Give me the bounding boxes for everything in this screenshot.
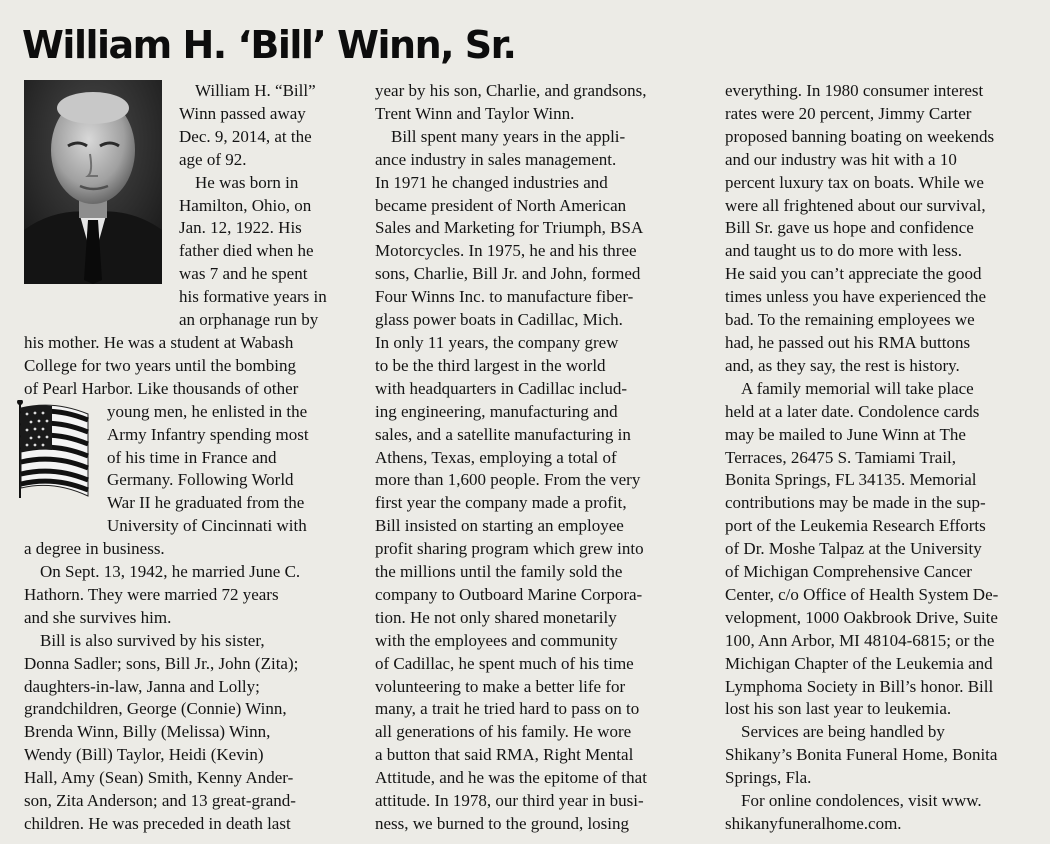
text-line: were all frightened about our survival, bbox=[725, 195, 986, 215]
text-line: ing engineering, manufacturing and bbox=[375, 401, 618, 421]
text-line: contributions may be made in the sup- bbox=[725, 493, 986, 513]
text-line: Jan. 12, 1922. His bbox=[179, 218, 302, 238]
text-line: of Cadillac, he spent much of his time bbox=[375, 653, 634, 673]
text-line: glass power boats in Cadillac, Mich. bbox=[375, 310, 623, 330]
text-line: ness, we burned to the ground, losing bbox=[375, 814, 630, 833]
text-line: Army Infantry spending most bbox=[107, 424, 309, 444]
text-line: volunteering to make a better life for bbox=[375, 676, 626, 696]
obituary-headline: William H. ‘Bill’ Winn, Sr. bbox=[22, 23, 516, 67]
text-line: ance industry in sales management. bbox=[375, 149, 617, 169]
text-line: Hall, Amy (Sean) Smith, Kenny Ander- bbox=[24, 768, 294, 788]
text-line: sales, and a satellite manufacturing in bbox=[375, 424, 631, 444]
text-line: tion. He not only shared monetarily bbox=[375, 607, 617, 627]
text-line: He said you can’t appreciate the good bbox=[725, 264, 982, 284]
text-line: profit sharing program which grew into bbox=[375, 539, 644, 559]
text-line: was 7 and he spent bbox=[179, 264, 308, 284]
text-line: and taught us to do more with less. bbox=[725, 241, 963, 261]
text-line: Hathorn. They were married 72 years bbox=[24, 584, 279, 604]
text-line: In 1971 he changed industries and bbox=[375, 172, 608, 192]
text-line: Terraces, 26475 S. Tamiami Trail, bbox=[725, 447, 957, 467]
text-line: Athens, Texas, employing a total of bbox=[375, 447, 617, 467]
text-line: port of the Leukemia Research Efforts bbox=[725, 516, 986, 536]
text-line: Motorcycles. In 1975, he and his three bbox=[375, 241, 637, 261]
text-line: Winn passed away bbox=[179, 103, 306, 123]
text-line: his mother. He was a student at Wabash bbox=[24, 332, 294, 352]
text-line: had, he passed out his RMA buttons bbox=[725, 332, 971, 352]
text-line: young men, he enlisted in the bbox=[107, 401, 308, 421]
text-line: Donna Sadler; sons, Bill Jr., John (Zita); bbox=[24, 653, 299, 673]
text-line: Germany. Following World bbox=[107, 470, 294, 490]
text-line: lost his son last year to leukemia. bbox=[725, 699, 952, 719]
text-line: to be the third largest in the world bbox=[375, 355, 606, 375]
text-line: of Pearl Harbor. Like thousands of other bbox=[24, 378, 299, 398]
text-line: held at a later date. Condolence cards bbox=[725, 401, 980, 421]
text-line: became president of North American bbox=[375, 195, 627, 215]
text-line: Center, c/o Office of Health System De- bbox=[725, 584, 999, 604]
text-line: more than 1,600 people. From the very bbox=[375, 470, 641, 490]
text-line: son, Zita Anderson; and 13 great-grand- bbox=[24, 791, 296, 811]
text-line: age of 92. bbox=[179, 149, 247, 169]
text-line: For online condolences, visit www. bbox=[741, 791, 982, 811]
column-3 bbox=[725, 80, 1047, 836]
text-line: Springs, Fla. bbox=[725, 768, 812, 788]
text-line: with the employees and community bbox=[375, 630, 618, 650]
text-line: daughters-in-law, Janna and Lolly; bbox=[24, 676, 260, 696]
text-line: Sales and Marketing for Triumph, BSA bbox=[375, 218, 644, 238]
text-line: first year the company made a profit, bbox=[375, 493, 627, 513]
text-line: proposed banning boating on weekends bbox=[725, 126, 995, 146]
text-line: Bill spent many years in the appli- bbox=[391, 126, 626, 146]
column-2 bbox=[375, 80, 705, 836]
text-line: velopment, 1000 Oakbrook Drive, Suite bbox=[725, 607, 998, 627]
text-line: Shikany’s Bonita Funeral Home, Bonita bbox=[725, 745, 998, 765]
text-line: grandchildren, George (Connie) Winn, bbox=[24, 699, 287, 719]
text-line: Trent Winn and Taylor Winn. bbox=[375, 103, 575, 123]
text-line: times unless you have experienced the bbox=[725, 287, 987, 307]
column-2-text bbox=[375, 80, 705, 836]
text-line: University of Cincinnati with bbox=[107, 516, 307, 536]
text-line: may be mailed to June Winn at The bbox=[725, 424, 966, 444]
text-line: of his time in France and bbox=[107, 447, 277, 467]
text-line: of Michigan Comprehensive Cancer bbox=[725, 562, 972, 582]
text-line: a button that said RMA, Right Mental bbox=[375, 745, 634, 765]
text-line: his formative years in bbox=[179, 287, 327, 307]
text-line: Bill is also survived by his sister, bbox=[40, 630, 265, 650]
text-line: Brenda Winn, Billy (Melissa) Winn, bbox=[24, 722, 271, 742]
text-line: and she survives him. bbox=[24, 607, 172, 627]
text-line: father died when he bbox=[179, 241, 314, 261]
text-line: Four Winns Inc. to manufacture fiber- bbox=[375, 287, 634, 307]
text-line: Lymphoma Society in Bill’s honor. Bill bbox=[725, 676, 994, 696]
text-line: children. He was preceded in death last bbox=[24, 814, 291, 833]
text-line: A family memorial will take place bbox=[741, 378, 974, 398]
text-line: Dec. 9, 2014, at the bbox=[179, 126, 312, 146]
text-line: He was born in bbox=[195, 172, 299, 192]
text-line: a degree in business. bbox=[24, 539, 165, 559]
text-line: with headquarters in Cadillac includ- bbox=[375, 378, 628, 398]
text-line: Bill insisted on starting an employee bbox=[375, 516, 624, 536]
text-line: of Dr. Moshe Talpaz at the University bbox=[725, 539, 982, 559]
text-line: rates were 20 percent, Jimmy Carter bbox=[725, 103, 972, 123]
text-line: Bonita Springs, FL 34135. Memorial bbox=[725, 470, 977, 490]
text-line: everything. In 1980 consumer interest bbox=[725, 81, 984, 100]
text-line: Hamilton, Ohio, on bbox=[179, 195, 312, 215]
text-line: College for two years until the bombing bbox=[24, 355, 296, 375]
text-line: and, as they say, the rest is history. bbox=[725, 355, 960, 375]
text-line: War II he graduated from the bbox=[107, 493, 305, 513]
text-line: year by his son, Charlie, and grandsons, bbox=[375, 81, 647, 100]
american-flag-icon bbox=[14, 400, 94, 500]
text-line: Bill Sr. gave us hope and confidence bbox=[725, 218, 974, 238]
text-line: William H. “Bill” bbox=[195, 81, 316, 100]
text-line: company to Outboard Marine Corpora- bbox=[375, 584, 643, 604]
text-line: Services are being handled by bbox=[741, 722, 945, 742]
text-line: an orphanage run by bbox=[179, 310, 319, 330]
text-line: attitude. In 1978, our third year in busi- bbox=[375, 791, 644, 811]
text-line: 100, Ann Arbor, MI 48104-6815; or the bbox=[725, 630, 995, 650]
column-1 bbox=[24, 80, 352, 836]
text-line: percent luxury tax on boats. While we bbox=[725, 172, 984, 192]
text-line: all generations of his family. He wore bbox=[375, 722, 632, 742]
text-line: Michigan Chapter of the Leukemia and bbox=[725, 653, 993, 673]
text-line: Attitude, and he was the epitome of that bbox=[375, 768, 647, 788]
text-line: sons, Charlie, Bill Jr. and John, formed bbox=[375, 264, 641, 284]
text-line: the millions until the family sold the bbox=[375, 562, 623, 582]
text-line: many, a trait he tried hard to pass on to bbox=[375, 699, 640, 719]
text-line: and our industry was hit with a 10 bbox=[725, 149, 957, 169]
text-line: bad. To the remaining employees we bbox=[725, 310, 975, 330]
text-line: Wendy (Bill) Taylor, Heidi (Kevin) bbox=[24, 745, 264, 765]
text-line: On Sept. 13, 1942, he married June C. bbox=[40, 562, 301, 582]
portrait-photo-icon bbox=[24, 80, 162, 284]
text-line: shikanyfuneralhome.com. bbox=[725, 814, 902, 833]
column-3-text bbox=[725, 80, 1047, 836]
text-line: In only 11 years, the company grew bbox=[375, 332, 619, 352]
